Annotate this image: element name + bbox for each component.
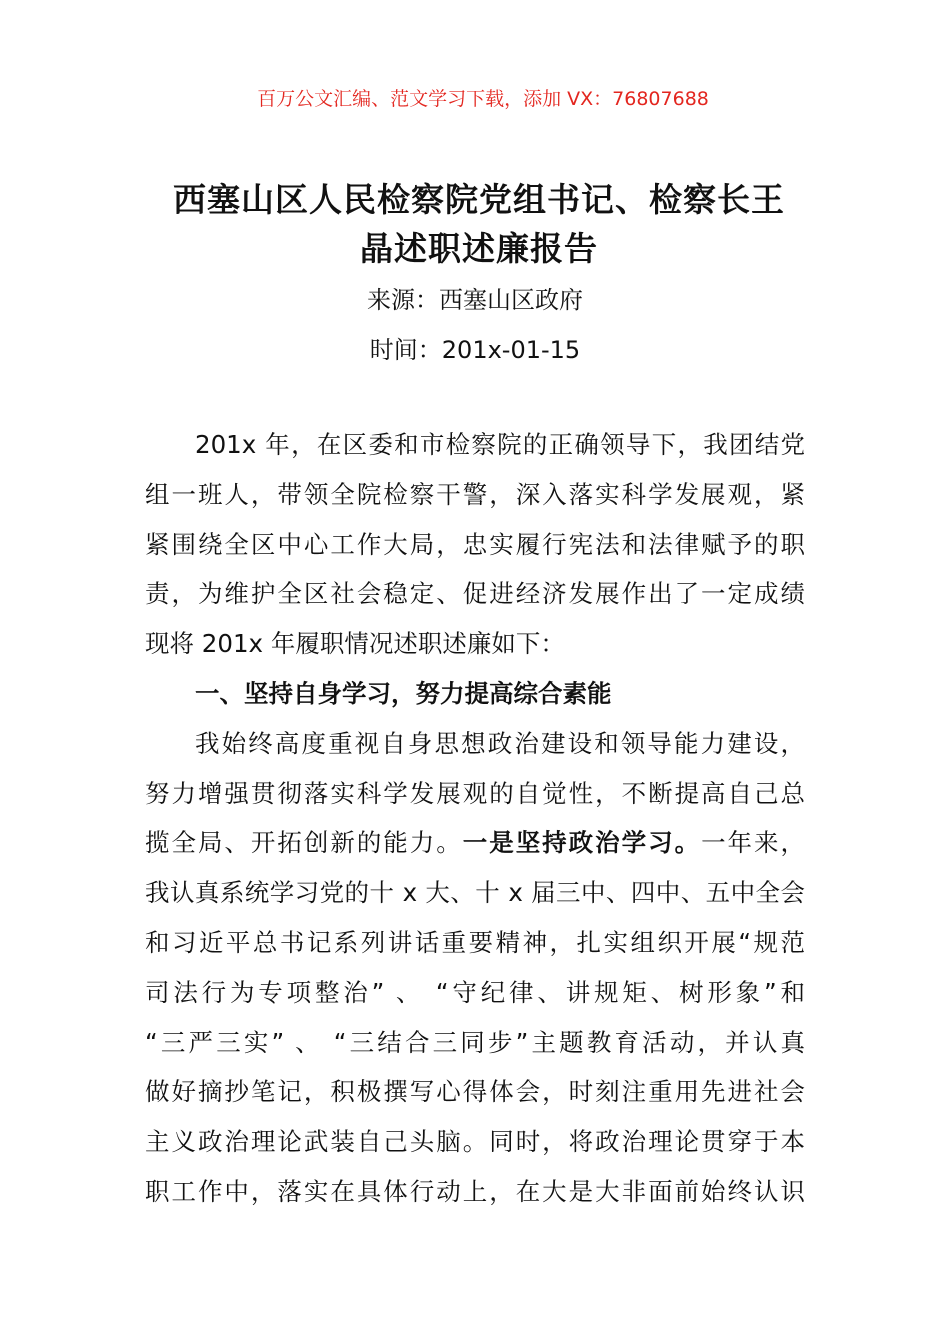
bold-text: 一、坚持自身学习，努力提高综合素能: [195, 679, 612, 708]
document-source: 来源：西塞山区政府: [367, 286, 583, 314]
body-text: 201x 年，在区委和市检察院的正确领导下，我团结党: [195, 430, 805, 459]
body-text: 做好摘抄笔记，积极撰写心得体会，时刻注重用先进社会: [145, 1077, 805, 1107]
body-line: [195, 428, 805, 462]
body-text: 努力增强贯彻落实科学发展观的自觉性，不断提高自己总: [145, 778, 805, 808]
body-line: [195, 727, 805, 761]
body-text: 我认真系统学习党的十 x 大、十 x 届三中、四中、五中全会: [145, 878, 805, 908]
body-text: 主义政治理论武装自己头脑。同时，将政治理论贯穿于本: [145, 1127, 805, 1157]
body-line: [145, 976, 805, 1010]
body-text: 我始终高度重视自身思想政治建设和领导能力建设，: [195, 728, 805, 758]
body-line: [145, 1125, 805, 1159]
body-line: [145, 1026, 805, 1060]
body-line: [195, 677, 805, 711]
body-line: [145, 577, 805, 611]
body-text: 组一班人，带领全院检察干警，深入落实科学发展观，紧: [145, 479, 805, 509]
body-line: [145, 926, 805, 960]
body-text: 责，为维护全区社会稳定、促进经济发展作出了一定成绩: [145, 579, 805, 609]
bold-text: 一是坚持政治学习。: [462, 828, 702, 858]
document-date: 时间：201x-01-15: [369, 336, 581, 364]
document-title-line-1: 西塞山区人民检察院党组书记、检察长王: [173, 180, 785, 219]
body-line: [145, 777, 805, 811]
body-text: “三严三实” 、 “三结合三同步”主题教育活动，并认真: [145, 1027, 805, 1057]
body-text: 现将 201x 年履职情况述职述廉如下：: [145, 629, 565, 659]
body-text: 一年来，: [701, 828, 805, 858]
document-title-line-2: 晶述职述廉报告: [360, 229, 598, 268]
body-text: 紧围绕全区中心工作大局，忠实履行宪法和法律赋予的职: [145, 529, 805, 559]
body-text: 职工作中，落实在具体行动上，在大是大非面前始终认识: [145, 1177, 805, 1206]
body-line: [145, 876, 805, 910]
watermark-header: 百万公文汇编、范文学习下载，添加 VX：76807688: [257, 88, 709, 110]
body-line: [145, 627, 805, 661]
body-text: 司法行为专项整治” 、 “守纪律、讲规矩、树形象”和: [145, 977, 805, 1007]
body-text: 和习近平总书记系列讲话重要精神，扎实组织开展“规范: [145, 928, 805, 957]
body-line: [145, 528, 805, 562]
body-line: [145, 826, 805, 860]
body-text: 揽全局、开拓创新的能力。: [145, 828, 463, 858]
body-line: [145, 1075, 805, 1109]
body-line: [145, 1175, 805, 1209]
body-line: [145, 478, 805, 512]
